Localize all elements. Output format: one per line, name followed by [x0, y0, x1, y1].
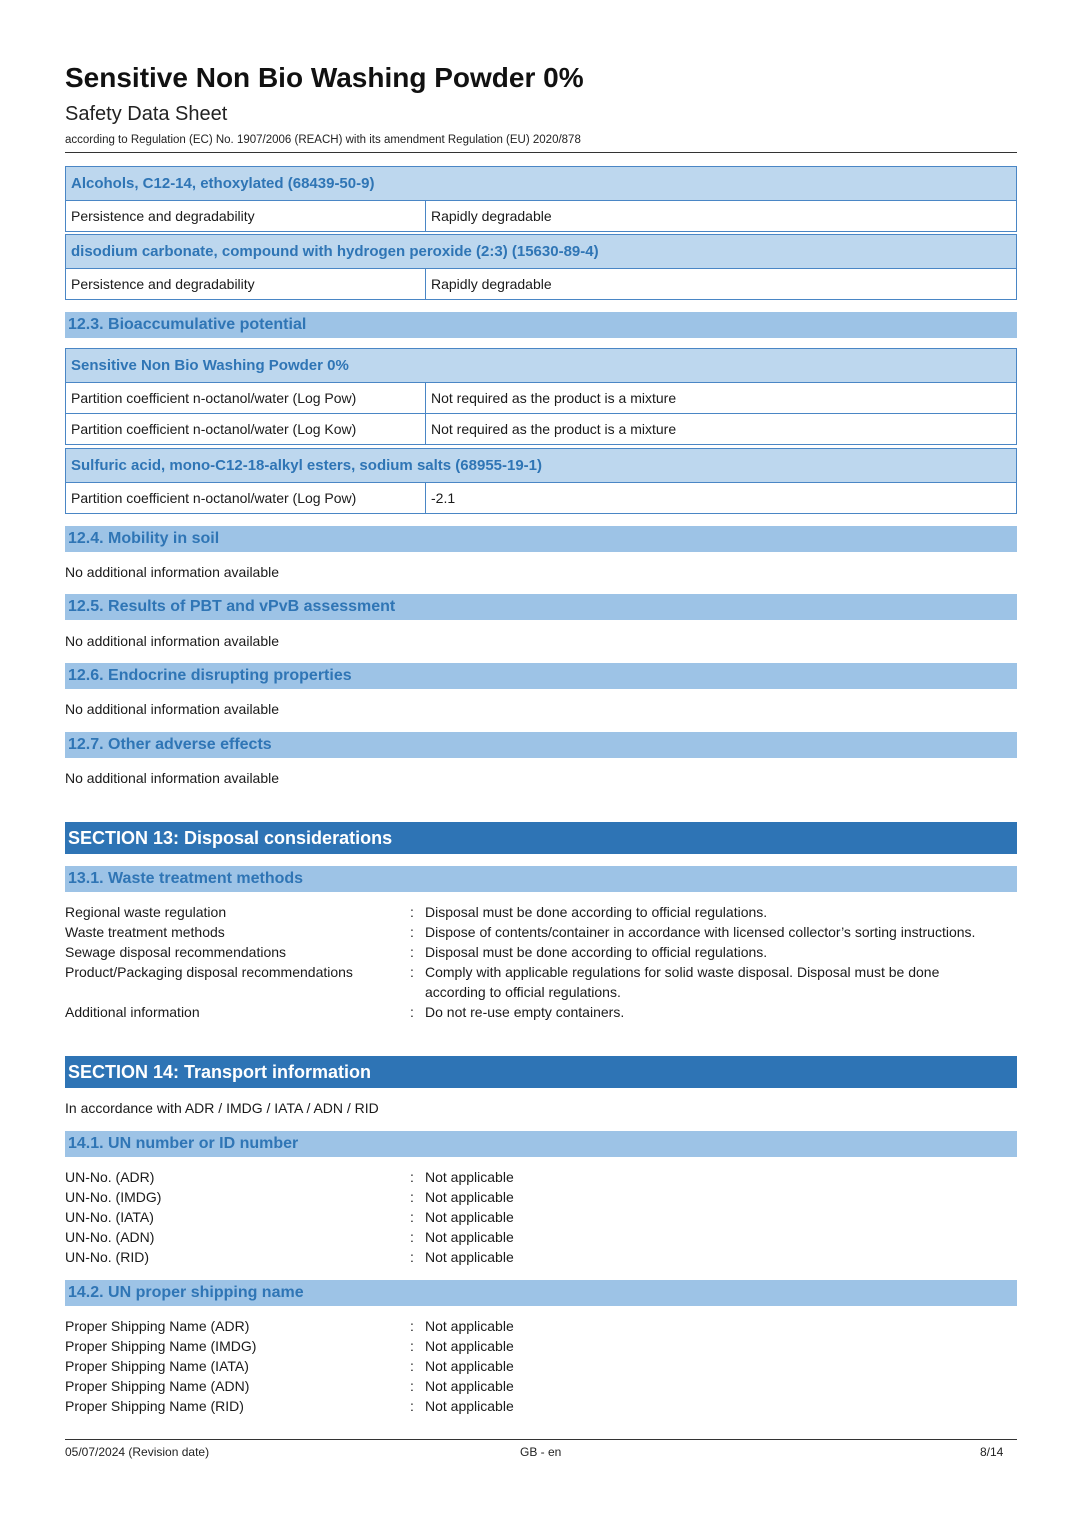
- separator: :: [410, 1004, 414, 1020]
- row-label: Partition coefficient n-octanol/water (Log Pow): [66, 483, 426, 513]
- un-number-list: [65, 1167, 1017, 1267]
- list-item: [65, 1356, 1017, 1376]
- table-row: [66, 483, 1016, 513]
- separator: :: [410, 924, 414, 940]
- item-value: Disposal must be done according to official regulations.: [425, 944, 768, 960]
- row-label: Partition coefficient n-octanol/water (Log Pow): [66, 383, 426, 413]
- separator: :: [410, 1189, 414, 1205]
- subsection-heading-12-7: 12.7. Other adverse effects: [65, 732, 1017, 758]
- item-value: Not applicable: [425, 1358, 514, 1374]
- list-item: [65, 1396, 1017, 1416]
- item-label: Proper Shipping Name (IATA): [65, 1358, 249, 1374]
- item-value: Not applicable: [425, 1169, 514, 1185]
- separator: :: [410, 904, 414, 920]
- item-value: Disposal must be done according to official regulations.: [425, 904, 768, 920]
- section-heading-14: SECTION 14: Transport information: [65, 1056, 1017, 1088]
- shipping-name-list: [65, 1316, 1017, 1416]
- subsection-heading-12-5: 12.5. Results of PBT and vPvB assessment: [65, 594, 1017, 620]
- substance-table: [65, 234, 1017, 300]
- subsection-heading-12-3: 12.3. Bioaccumulative potential: [65, 312, 1017, 338]
- substance-table-header: Sulfuric acid, mono-C12-18-alkyl esters, sodium salts (68955-19-1): [66, 449, 1016, 483]
- item-label: Sewage disposal recommendations: [65, 944, 287, 960]
- separator: :: [410, 1229, 414, 1245]
- separator: :: [410, 1209, 414, 1225]
- item-value: Not applicable: [425, 1209, 514, 1225]
- table-row: [66, 413, 1016, 444]
- row-value: Not required as the product is a mixture: [431, 421, 677, 437]
- subsection-heading-14-2: 14.2. UN proper shipping name: [65, 1280, 1017, 1306]
- item-value: Not applicable: [425, 1338, 514, 1354]
- row-value: Rapidly degradable: [431, 208, 552, 224]
- row-label: Persistence and degradability: [66, 269, 426, 299]
- substance-table-header: disodium carbonate, compound with hydrogen peroxide (2:3) (15630-89-4): [66, 235, 1016, 269]
- substance-table-header: Alcohols, C12-14, ethoxylated (68439-50-9): [66, 167, 1016, 201]
- item-label: UN-No. (RID): [65, 1249, 149, 1265]
- locale-label: GB - en: [520, 1445, 562, 1459]
- item-label: Product/Packaging disposal recommendations: [65, 964, 353, 980]
- item-label: Waste treatment methods: [65, 924, 225, 940]
- no-info-text: No additional information available: [65, 770, 280, 786]
- row-value: Rapidly degradable: [431, 276, 552, 292]
- table-row: [66, 201, 1016, 231]
- item-value: Not applicable: [425, 1378, 514, 1394]
- separator: :: [410, 1378, 414, 1394]
- footer-divider: [65, 1439, 1017, 1440]
- item-label: UN-No. (ADR): [65, 1169, 155, 1185]
- separator: :: [410, 1338, 414, 1354]
- item-label: Regional waste regulation: [65, 904, 227, 920]
- revision-date: 05/07/2024 (Revision date): [65, 1445, 210, 1459]
- list-item: [65, 1207, 1017, 1227]
- table-row: [66, 383, 1016, 413]
- item-value: Not applicable: [425, 1229, 514, 1245]
- item-label: UN-No. (IATA): [65, 1209, 154, 1225]
- document-title: Sensitive Non Bio Washing Powder 0%: [65, 62, 584, 93]
- row-value: -2.1: [431, 490, 456, 506]
- list-item: [65, 1227, 1017, 1247]
- item-label: Proper Shipping Name (IMDG): [65, 1338, 257, 1354]
- item-value: Do not re-use empty containers.: [425, 1004, 625, 1020]
- list-item: [65, 962, 1017, 1002]
- item-label: Proper Shipping Name (ADN): [65, 1378, 250, 1394]
- item-label: UN-No. (ADN): [65, 1229, 155, 1245]
- substance-table: [65, 448, 1017, 514]
- substance-table-header: Sensitive Non Bio Washing Powder 0%: [66, 349, 1016, 383]
- header-divider: [65, 152, 1017, 153]
- item-value: Not applicable: [425, 1398, 514, 1414]
- item-label: Proper Shipping Name (ADR): [65, 1318, 250, 1334]
- separator: :: [410, 1318, 414, 1334]
- item-label: UN-No. (IMDG): [65, 1189, 162, 1205]
- row-label: Partition coefficient n-octanol/water (Log Kow): [66, 414, 426, 444]
- table-row: [66, 269, 1016, 299]
- item-value: Not applicable: [425, 1189, 514, 1205]
- list-item: [65, 1376, 1017, 1396]
- list-item: [65, 1167, 1017, 1187]
- substance-table: [65, 166, 1017, 232]
- row-value: Not required as the product is a mixture: [431, 390, 677, 406]
- list-item: [65, 1316, 1017, 1336]
- item-value: Not applicable: [425, 1318, 514, 1334]
- subsection-heading-12-4: 12.4. Mobility in soil: [65, 526, 1017, 552]
- separator: :: [410, 1358, 414, 1374]
- list-item: [65, 1187, 1017, 1207]
- subsection-heading-13-1: 13.1. Waste treatment methods: [65, 866, 1017, 892]
- document-subtitle: Safety Data Sheet: [65, 103, 228, 125]
- separator: :: [410, 964, 414, 980]
- subsection-heading-12-6: 12.6. Endocrine disrupting properties: [65, 663, 1017, 689]
- no-info-text: No additional information available: [65, 564, 280, 580]
- separator: :: [410, 1169, 414, 1185]
- no-info-text: No additional information available: [65, 633, 280, 649]
- list-item: [65, 922, 1017, 942]
- list-item: [65, 1247, 1017, 1267]
- disposal-list: [65, 902, 1017, 1022]
- item-value: Not applicable: [425, 1249, 514, 1265]
- separator: :: [410, 944, 414, 960]
- list-item: [65, 902, 1017, 922]
- item-label: Proper Shipping Name (RID): [65, 1398, 244, 1414]
- item-value: Comply with applicable regulations for solid waste disposal. Disposal must be done according to official regulations.: [425, 964, 940, 1000]
- separator: :: [410, 1249, 414, 1265]
- row-label: Persistence and degradability: [66, 201, 426, 231]
- separator: :: [410, 1398, 414, 1414]
- regulation-line: according to Regulation (EC) No. 1907/2006 (REACH) with its amendment Regulation (EU) 2020/878: [65, 134, 581, 146]
- page-number: 8/14: [980, 1445, 1004, 1459]
- substance-table: [65, 348, 1017, 445]
- no-info-text: No additional information available: [65, 701, 280, 717]
- list-item: [65, 1002, 1017, 1022]
- section-heading-13: SECTION 13: Disposal considerations: [65, 822, 1017, 854]
- list-item: [65, 1336, 1017, 1356]
- item-value: Dispose of contents/container in accordance with licensed collector’s sorting instructions.: [425, 924, 976, 940]
- item-label: Additional information: [65, 1004, 200, 1020]
- list-item: [65, 942, 1017, 962]
- transport-intro: In accordance with ADR / IMDG / IATA / ADN / RID: [65, 1100, 379, 1116]
- subsection-heading-14-1: 14.1. UN number or ID number: [65, 1131, 1017, 1157]
